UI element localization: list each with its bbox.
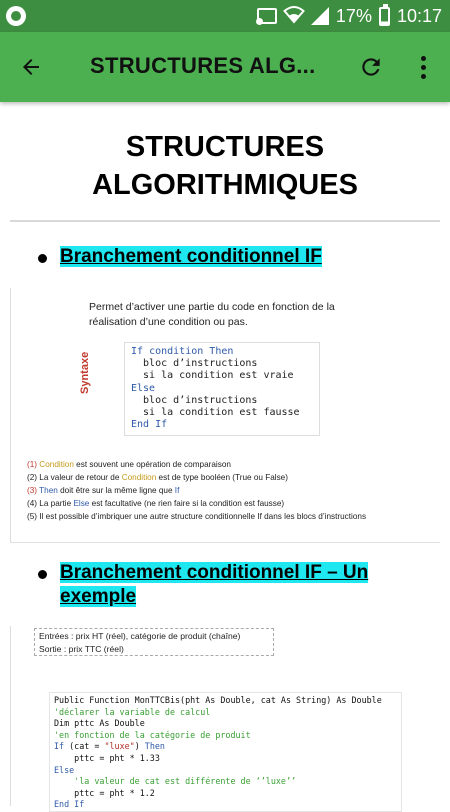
app-bar (0, 32, 450, 102)
cast-icon (257, 8, 277, 24)
divider (10, 542, 440, 543)
status-bar (0, 0, 450, 32)
note-item: (2) La valeur de retour de Condition est de type booléen (True ou False) (27, 473, 288, 482)
page-content[interactable] (0, 102, 450, 810)
clock: 10:17 (396, 5, 442, 26)
divider (10, 220, 440, 222)
refresh-icon (358, 54, 384, 80)
figure-if-example (10, 626, 440, 810)
note-item: (4) La partie Else est facultative (ne rien faire si la condition est fausse) (27, 499, 285, 508)
arrow-back-icon (19, 55, 43, 79)
io-spec-box: Entrées : prix HT (réel), catégorie de produit (chaîne) Sortie : prix TTC (réel) (34, 628, 274, 656)
figure-if-syntax (10, 288, 440, 542)
syntax-label: Syntaxe (79, 351, 91, 394)
status-icons (257, 0, 442, 32)
figure-intro-text: Permet d’activer une partie du code en fonction de la réalisation d’une condition ou pas. (89, 301, 335, 328)
refresh-button[interactable] (354, 50, 388, 84)
more-options-button[interactable] (410, 50, 436, 84)
syntax-notes (27, 458, 437, 523)
signal-icon (311, 7, 329, 25)
example-code-block: Public Function MonTTCBis(pht As Double, cat As String) As Double 'déclarer la variable de calcul Dim pttc As Double 'en fonction de la catégorie de produit If (cat = "luxe") Then pttc = pht * 1.33 Else 'la valeur de cat est différente de ‘’luxe’’ pttc = pht * 1.2 End If (49, 692, 402, 812)
syntax-code-block: If condition Then bloc d’instructions si la condition est vraie Else bloc d’instructions si la condition est fausse End If (124, 342, 320, 436)
note-item: (1) Condition est souvent une opération de comparaison (27, 460, 231, 469)
bullet (38, 254, 47, 263)
app-title: STRUCTURES ALG... (90, 53, 316, 78)
battery-percent: 17% (335, 5, 372, 26)
note-item: (5) Il est possible d’imbriquer une autre structure conditionnelle If dans les blocs d’instructions (27, 512, 367, 521)
wifi-icon (284, 6, 304, 27)
section-heading-if: Branchement conditionnel IF (60, 246, 322, 267)
note-item: (3) Then doit être sur la même ligne que If (27, 486, 180, 495)
bullet (38, 570, 47, 579)
more-vert-icon (421, 56, 426, 61)
section-heading-if-example: Branchement conditionnel IF – Un exemple (60, 562, 369, 607)
page-title: STRUCTURES ALGORITHMIQUES (92, 131, 358, 201)
camera-shutter-icon (6, 6, 26, 26)
battery-icon (379, 7, 390, 26)
back-button[interactable] (14, 50, 48, 84)
